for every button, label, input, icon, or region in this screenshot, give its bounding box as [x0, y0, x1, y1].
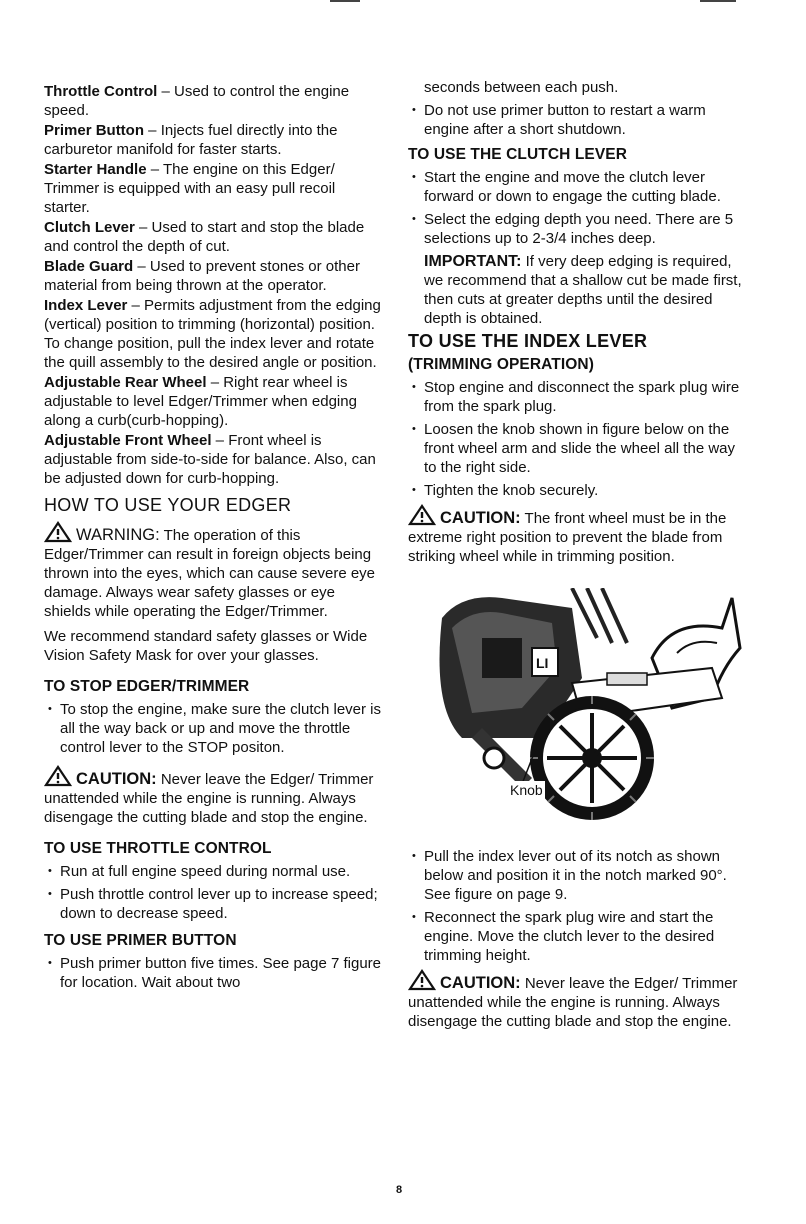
caution-word: CAUTION:: [440, 974, 521, 992]
caution-word: CAUTION:: [76, 770, 157, 788]
caution-text: Never leave the Edger/ Trimmer unattended while the engine is running. Always disengage the cutting blade and stop the engine.: [44, 771, 374, 826]
svg-text:LI: LI: [536, 655, 549, 671]
caution-triangle-icon: [408, 504, 436, 526]
list-item: • Run at full engine speed during normal use.: [44, 862, 382, 881]
stop-heading: TO STOP EDGER/TRIMMER: [44, 678, 250, 695]
caution-word: CAUTION:: [440, 509, 521, 527]
list-item: • Select the edging depth you need. There are 5 selections up to 2-3/4 inches deep.: [408, 210, 748, 248]
list-item: • Start the engine and move the clutch lever forward or down to engage the cutting blade.: [408, 168, 748, 206]
index-subheading: (TRIMMING OPERATION): [408, 356, 594, 373]
how-to-heading: HOW TO USE YOUR EDGER: [44, 495, 292, 515]
definition-index-lever: Index Lever – Permits adjustment from the edging (vertical) position to trimming (horizontal) position. To change position, pull the index lever and rotate the quill assembly to the desired angle or position.: [44, 297, 381, 371]
index-bullets: [408, 378, 748, 500]
definition-blade-guard: Blade Guard – Used to prevent stones or other material from being thrown at the operator.: [44, 258, 360, 294]
stop-caution-block: [44, 765, 382, 827]
list-item: • Tighten the knob securely.: [408, 481, 748, 500]
primer-heading: TO USE PRIMER BUTTON: [44, 932, 237, 949]
warning-triangle-icon: [44, 521, 72, 543]
figure-knob-label: Knob: [510, 782, 543, 798]
warning-text: The operation of this Edger/Trimmer can result in foreign objects being thrown into the eyes, which can cause severe eye damage. Always wear safety glasses or eye shields while operating the Edger/Trimmer.: [44, 527, 376, 620]
front-wheel-knob-figure: [422, 588, 744, 824]
important-text: If very deep edging is required, we recommend that a shallow cut be made first, then cuts at greater depths until the desired depth is obtained.: [424, 253, 742, 327]
throttle-bullets: [44, 862, 382, 923]
throttle-heading: TO USE THROTTLE CONTROL: [44, 840, 272, 857]
definition-primer-button: Primer Button – Injects fuel directly into the carburetor manifold for faster starts.: [44, 122, 338, 158]
important-note: [424, 252, 748, 328]
primer-bullets-left: [44, 954, 382, 992]
caution-text: The front wheel must be in the extreme right position to prevent the blade from striking wheel while in trimming position.: [408, 510, 727, 565]
important-word: IMPORTANT:: [424, 253, 522, 270]
clutch-heading: TO USE THE CLUTCH LEVER: [408, 146, 628, 163]
definition-throttle-control: Throttle Control – Used to control the engine speed.: [44, 83, 350, 119]
primer-bullets-right: [408, 78, 748, 139]
definitions-list: [44, 82, 382, 488]
top-rule-left: [330, 0, 360, 2]
warning-block: [44, 521, 382, 621]
caution-text: Never leave the Edger/ Trimmer unattended while the engine is running. Always disengage the cutting blade and stop the engine.: [408, 975, 738, 1030]
caution-triangle-icon: [44, 765, 72, 787]
stop-bullets: [44, 700, 382, 757]
definition-clutch-lever: Clutch Lever – Used to start and stop the blade and control the depth of cut.: [44, 219, 365, 255]
index-heading: TO USE THE INDEX LEVER: [408, 331, 648, 351]
list-item: • Loosen the knob shown in figure below on the front wheel arm and slide the wheel all the way to the right side.: [408, 420, 748, 477]
left-column: [44, 82, 382, 996]
list-item: • Stop engine and disconnect the spark plug wire from the spark plug.: [408, 378, 748, 416]
right-column: [408, 78, 748, 1037]
index-caution-block: [408, 504, 748, 566]
definition-starter-handle: Starter Handle – The engine on this Edger/ Trimmer is equipped with an easy pull recoil starter.: [44, 161, 336, 216]
definition-adjustable-rear-wheel: Adjustable Rear Wheel – Right rear wheel is adjustable to level Edger/Trimmer when edging along a curb(curb-hopping).: [44, 374, 357, 429]
caution-triangle-icon: [408, 969, 436, 991]
list-item: • To stop the engine, make sure the clutch lever is all the way back or up and move the throttle control lever to the STOP positon.: [44, 700, 382, 757]
list-item: seconds between each push.: [424, 79, 619, 96]
index-bullets-2: [408, 847, 748, 965]
recommend-text: We recommend standard safety glasses or Wide Vision Safety Mask for over your glasses.: [44, 628, 368, 664]
list-item: • Pull the index lever out of its notch as shown below and position it in the notch marked 90°. See figure on page 9.: [408, 847, 748, 904]
index-caution-2-block: [408, 969, 748, 1031]
list-item: • Do not use primer button to restart a warm engine after a short shutdown.: [408, 101, 748, 139]
list-item: • Reconnect the spark plug wire and start the engine. Move the clutch lever to the desired trimming height.: [408, 908, 748, 965]
warning-word: WARNING:: [76, 526, 160, 544]
definition-adjustable-front-wheel: Adjustable Front Wheel – Front wheel is adjustable from side-to-side for balance. Also, can be adjusted down for curb-hopping.: [44, 432, 376, 487]
list-item: • Push throttle control lever up to increase speed; down to decrease speed.: [44, 885, 382, 923]
top-rule-right: [700, 0, 736, 2]
list-item: • Push primer button five times. See page 7 figure for location. Wait about two: [44, 954, 382, 992]
clutch-bullets: [408, 168, 748, 248]
page-number: 8: [396, 1184, 403, 1196]
